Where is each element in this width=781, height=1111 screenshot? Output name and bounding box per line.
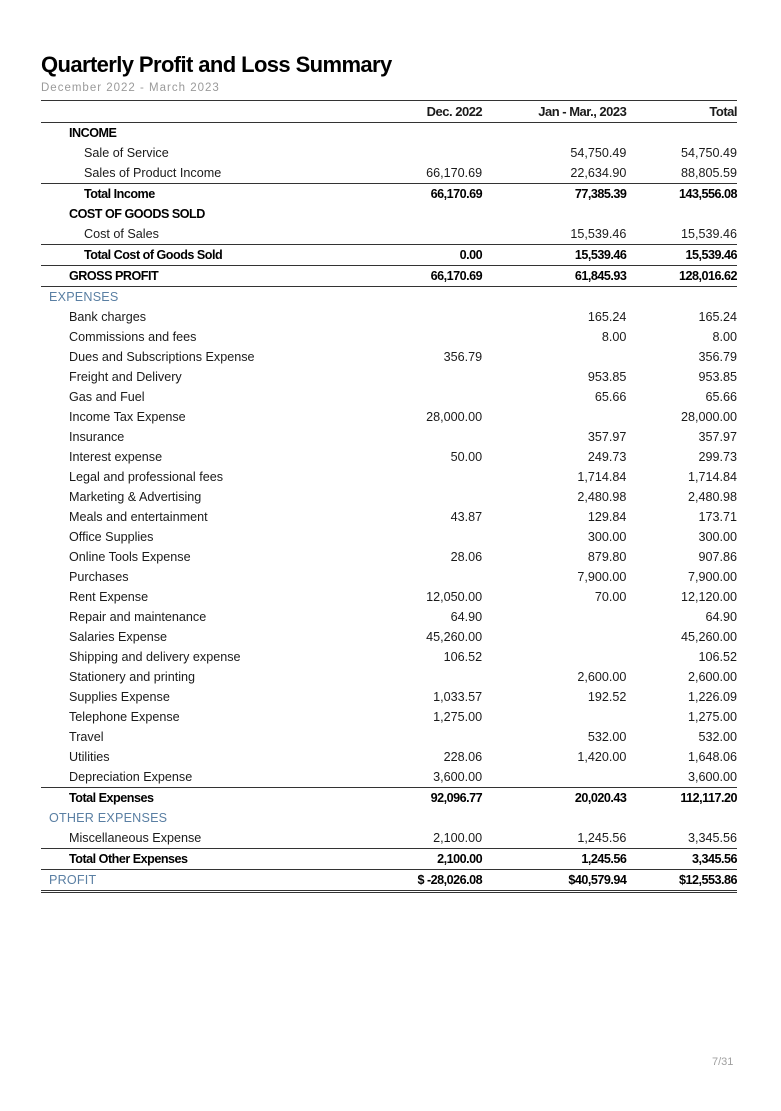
value-q1: 8.00 — [601, 330, 627, 344]
profit-row — [41, 870, 737, 892]
value-dec — [379, 467, 482, 487]
row-label: Shipping and delivery expense — [69, 650, 241, 664]
list-item — [41, 747, 737, 767]
row-label: Total Expenses — [41, 788, 379, 809]
list-item — [41, 307, 737, 327]
value-q1 — [482, 407, 626, 427]
value-q1 — [482, 204, 626, 224]
value-dec: 106.52 — [443, 650, 483, 664]
value-total: 15,539.46 — [680, 227, 737, 241]
value-total — [626, 123, 737, 144]
value-total — [626, 204, 737, 224]
row-label: Sales of Product Income — [84, 166, 222, 180]
list-item — [41, 687, 737, 707]
value-q1: 1,245.56 — [577, 831, 627, 845]
row-label: Dues and Subscriptions Expense — [69, 350, 255, 364]
column-header-label — [41, 101, 379, 123]
row-label: Interest expense — [69, 450, 163, 464]
value-q1: 2,600.00 — [577, 670, 627, 684]
value-dec — [379, 427, 482, 447]
value-total: 128,016.62 — [626, 266, 737, 287]
row-label: Purchases — [69, 570, 129, 584]
value-total: 112,117.20 — [626, 788, 737, 809]
row-label: INCOME — [69, 126, 117, 140]
row-label: OTHER EXPENSES — [49, 811, 168, 825]
value-total: 143,556.08 — [626, 184, 737, 205]
value-q1 — [482, 808, 626, 828]
value-q1: 61,845.93 — [482, 266, 626, 287]
value-total: 356.79 — [698, 350, 737, 364]
value-q1: 532.00 — [587, 730, 627, 744]
value-total: 1,226.09 — [687, 690, 737, 704]
value-total: 7,900.00 — [687, 570, 737, 584]
value-q1: 15,539.46 — [570, 227, 627, 241]
section-heading-cogs — [41, 204, 737, 224]
list-item — [41, 547, 737, 567]
row-label: Supplies Expense — [69, 690, 170, 704]
column-header-row — [41, 101, 737, 123]
value-dec: 356.79 — [443, 350, 483, 364]
row-label: GROSS PROFIT — [41, 266, 379, 287]
value-dec — [379, 287, 482, 308]
table-body — [41, 123, 737, 892]
list-item — [41, 327, 737, 347]
value-total: 357.97 — [698, 430, 737, 444]
row-label: Stationery and printing — [69, 670, 196, 684]
value-total: 2,600.00 — [687, 670, 737, 684]
value-total: 173.71 — [698, 510, 737, 524]
row-label: Commissions and fees — [69, 330, 197, 344]
list-item — [41, 627, 737, 647]
value-q1 — [482, 627, 626, 647]
column-header-dec: Dec. 2022 — [379, 101, 482, 123]
row-label: Meals and entertainment — [69, 510, 208, 524]
value-total: 1,275.00 — [687, 710, 737, 724]
row-label: Online Tools Expense — [69, 550, 191, 564]
list-item — [41, 667, 737, 687]
value-q1: 357.97 — [587, 430, 627, 444]
report-title: Quarterly Profit and Loss Summary — [41, 52, 392, 77]
list-item — [41, 707, 737, 727]
value-dec: 66,170.69 — [379, 184, 482, 205]
row-label: Freight and Delivery — [69, 370, 182, 384]
value-dec — [379, 123, 482, 144]
value-dec — [379, 204, 482, 224]
value-total: 1,714.84 — [687, 470, 737, 484]
row-label: Office Supplies — [69, 530, 154, 544]
value-dec: 64.90 — [450, 610, 483, 624]
value-dec: 0.00 — [379, 245, 482, 266]
value-dec — [379, 367, 482, 387]
value-total: 3,345.56 — [687, 831, 737, 845]
total-cogs-row — [41, 245, 737, 266]
value-dec — [379, 224, 482, 245]
value-total: 12,120.00 — [680, 590, 737, 604]
value-total: $12,553.86 — [626, 870, 737, 892]
list-item — [41, 163, 737, 184]
value-dec — [379, 567, 482, 587]
total-income-row — [41, 184, 737, 205]
value-total: 3,600.00 — [687, 770, 737, 784]
row-label: Travel — [69, 730, 104, 744]
value-q1: 129.84 — [587, 510, 627, 524]
section-heading-other-expenses — [41, 808, 737, 828]
row-label: Miscellaneous Expense — [69, 831, 202, 845]
value-q1: 77,385.39 — [482, 184, 626, 205]
value-dec — [379, 487, 482, 507]
value-q1: 1,245.56 — [482, 849, 626, 870]
value-total: 532.00 — [698, 730, 737, 744]
value-total: 45,260.00 — [680, 630, 737, 644]
row-label: Cost of Sales — [84, 227, 159, 241]
row-label: Salaries Expense — [69, 630, 168, 644]
column-header-total: Total — [626, 101, 737, 123]
value-q1 — [482, 123, 626, 144]
list-item — [41, 587, 737, 607]
value-q1: 879.80 — [587, 550, 627, 564]
list-item — [41, 507, 737, 527]
section-heading-expenses — [41, 287, 737, 308]
value-total: 953.85 — [698, 370, 737, 384]
list-item — [41, 407, 737, 427]
value-q1 — [482, 767, 626, 788]
value-dec: 43.87 — [450, 510, 483, 524]
row-label: EXPENSES — [41, 287, 379, 308]
value-q1: 2,480.98 — [577, 490, 627, 504]
value-total: 54,750.49 — [680, 146, 737, 160]
row-label: Total Income — [41, 184, 379, 205]
value-total: 3,345.56 — [626, 849, 737, 870]
row-label: Legal and professional fees — [69, 470, 224, 484]
list-item — [41, 727, 737, 747]
value-q1 — [482, 707, 626, 727]
value-dec — [379, 727, 482, 747]
row-label: Depreciation Expense — [69, 770, 193, 784]
row-label: Income Tax Expense — [69, 410, 186, 424]
gross-profit-row — [41, 266, 737, 287]
list-item — [41, 567, 737, 587]
value-total: 28,000.00 — [680, 410, 737, 424]
value-q1 — [482, 287, 626, 308]
value-q1: 7,900.00 — [577, 570, 627, 584]
value-dec: 28,000.00 — [426, 410, 483, 424]
value-total: 65.66 — [705, 390, 737, 404]
value-dec: 45,260.00 — [426, 630, 483, 644]
list-item — [41, 143, 737, 163]
value-dec: 3,600.00 — [433, 770, 483, 784]
value-total: 907.86 — [698, 550, 737, 564]
value-q1: 1,714.84 — [577, 470, 627, 484]
total-other-expenses-row — [41, 849, 737, 870]
list-item — [41, 224, 737, 245]
value-total: 15,539.46 — [626, 245, 737, 266]
value-dec: 1,275.00 — [433, 710, 483, 724]
report-period: December 2022 - March 2023 — [41, 82, 220, 94]
row-label: Rent Expense — [69, 590, 149, 604]
value-total — [626, 808, 737, 828]
list-item — [41, 527, 737, 547]
value-dec: 2,100.00 — [379, 849, 482, 870]
section-heading-income — [41, 123, 737, 144]
list-item — [41, 427, 737, 447]
total-expenses-row — [41, 788, 737, 809]
value-dec: 2,100.00 — [433, 831, 483, 845]
value-total: 88,805.59 — [680, 166, 737, 180]
list-item — [41, 647, 737, 667]
list-item — [41, 347, 737, 367]
row-label: Insurance — [69, 430, 125, 444]
value-dec — [379, 307, 482, 327]
column-header-q1: Jan - Mar., 2023 — [482, 101, 626, 123]
value-q1: 20,020.43 — [482, 788, 626, 809]
value-dec: 66,170.69 — [426, 166, 483, 180]
list-item — [41, 487, 737, 507]
value-q1 — [482, 347, 626, 367]
value-q1: 953.85 — [587, 370, 627, 384]
value-q1: 1,420.00 — [577, 750, 627, 764]
list-item — [41, 467, 737, 487]
value-dec: 228.06 — [443, 750, 483, 764]
value-q1 — [482, 647, 626, 667]
value-q1: 192.52 — [587, 690, 627, 704]
row-label: Repair and maintenance — [69, 610, 207, 624]
value-total: 64.90 — [705, 610, 737, 624]
value-total: 165.24 — [698, 310, 737, 324]
value-dec: 92,096.77 — [379, 788, 482, 809]
row-label: Total Other Expenses — [41, 849, 379, 870]
value-dec — [379, 527, 482, 547]
value-dec — [379, 387, 482, 407]
value-dec: 66,170.69 — [379, 266, 482, 287]
value-q1: $40,579.94 — [482, 870, 626, 892]
value-total: 106.52 — [698, 650, 737, 664]
value-dec: $ -28,026.08 — [379, 870, 482, 892]
list-item — [41, 828, 737, 849]
value-dec: 1,033.57 — [433, 690, 483, 704]
row-label: Total Cost of Goods Sold — [41, 245, 379, 266]
value-q1: 54,750.49 — [570, 146, 627, 160]
value-dec — [379, 667, 482, 687]
value-q1: 300.00 — [587, 530, 627, 544]
value-total: 300.00 — [698, 530, 737, 544]
list-item — [41, 387, 737, 407]
value-dec — [379, 327, 482, 347]
row-label: Telephone Expense — [69, 710, 180, 724]
page-number: 7/31 — [712, 1056, 734, 1068]
value-q1: 165.24 — [587, 310, 627, 324]
row-label: PROFIT — [41, 870, 379, 892]
value-q1: 22,634.90 — [570, 166, 627, 180]
value-q1: 70.00 — [594, 590, 627, 604]
value-q1: 15,539.46 — [482, 245, 626, 266]
value-total: 8.00 — [712, 330, 737, 344]
list-item — [41, 367, 737, 387]
profit-loss-table — [41, 100, 737, 893]
value-total: 1,648.06 — [687, 750, 737, 764]
list-item — [41, 447, 737, 467]
value-q1 — [482, 607, 626, 627]
value-dec — [379, 808, 482, 828]
value-dec — [379, 143, 482, 163]
value-q1: 65.66 — [594, 390, 627, 404]
value-dec: 12,050.00 — [426, 590, 483, 604]
value-q1: 249.73 — [587, 450, 627, 464]
value-total — [626, 287, 737, 308]
row-label: COST OF GOODS SOLD — [69, 207, 205, 221]
value-total: 299.73 — [698, 450, 737, 464]
row-label: Marketing & Advertising — [69, 490, 202, 504]
row-label: Sale of Service — [84, 146, 169, 160]
value-dec: 28.06 — [450, 550, 483, 564]
value-dec: 50.00 — [450, 450, 483, 464]
row-label: Bank charges — [69, 310, 147, 324]
list-item — [41, 767, 737, 788]
list-item — [41, 607, 737, 627]
value-total: 2,480.98 — [687, 490, 737, 504]
row-label: Gas and Fuel — [69, 390, 145, 404]
row-label: Utilities — [69, 750, 110, 764]
